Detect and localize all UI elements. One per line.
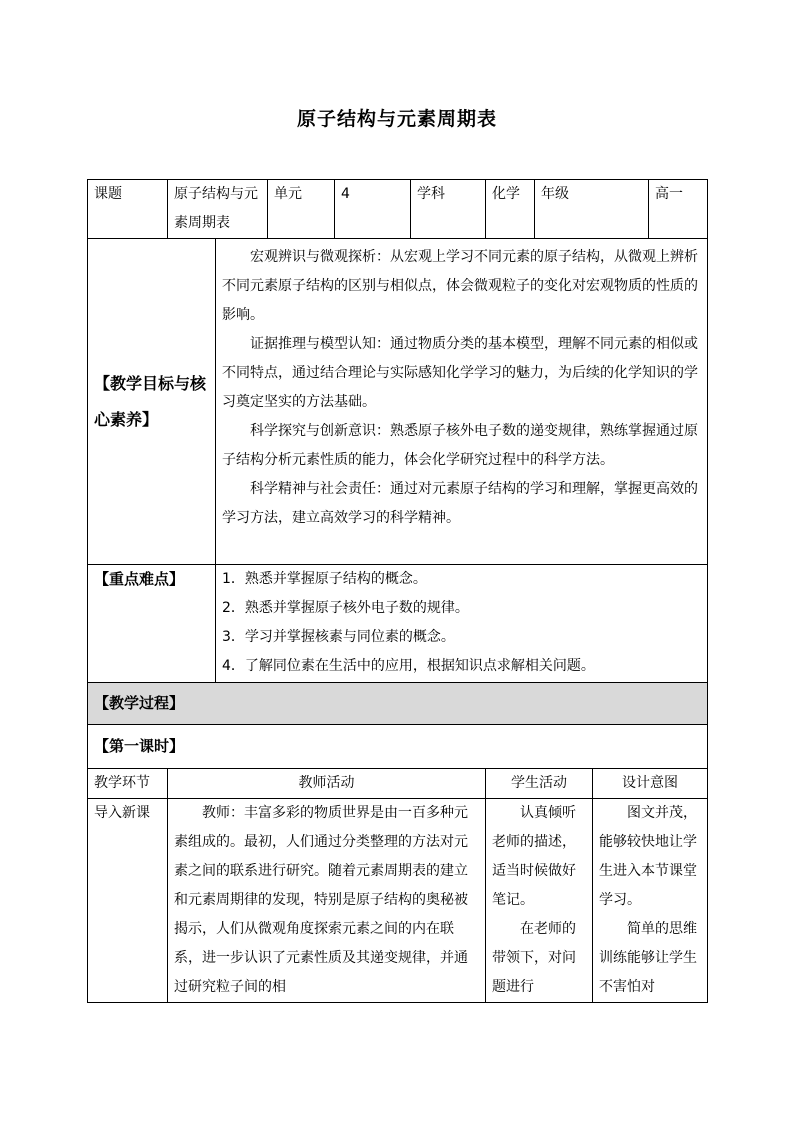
subject-label: 学科 xyxy=(411,180,486,239)
goal-paragraph: 宏观辨识与微观探析：从宏观上学习不同元素的原子结构，从微观上辨析不同元素原子结构的区别与相似点，体会微观粒子的变化对宏观物质的性质的影响。 xyxy=(222,249,698,323)
unit-label: 单元 xyxy=(268,180,335,239)
subject-value: 化学 xyxy=(486,180,535,239)
goal-paragraph: 证据推理与模型认知：通过物质分类的基本模型，理解不同元素的相似或不同特点，通过结合理论与实际感知化学学习的魅力，为后续的化学知识的学习奠定坚实的方法基础。 xyxy=(222,336,698,410)
process-heading: 【教学过程】 xyxy=(88,683,708,725)
stage-cell: 导入新课 xyxy=(88,799,168,1003)
keypoints-label: 【重点难点】 xyxy=(88,565,216,683)
topic-label: 课题 xyxy=(88,180,168,239)
keypoint-item: 3．学习并掌握核素与同位素的概念。 xyxy=(222,629,455,645)
col-design-header: 设计意图 xyxy=(593,769,708,799)
student-cell xyxy=(486,799,593,1003)
design-cell xyxy=(593,799,708,1003)
col-student-header: 学生活动 xyxy=(486,769,593,799)
lesson-plan-table xyxy=(87,179,708,1003)
keypoints-row xyxy=(88,565,708,683)
unit-value: 4 xyxy=(335,180,411,239)
goal-paragraph: 科学探究与创新意识：熟悉原子核外电子数的递变规律，熟练掌握通过原子结构分析元素性质的能力，体会化学研究过程中的科学方法。 xyxy=(222,423,698,468)
design-text: 图文并茂，能够较快地让学生进入本节课堂学习。 xyxy=(599,805,697,908)
teacher-cell xyxy=(168,799,486,1003)
header-row xyxy=(88,180,708,239)
keypoint-item: 4．了解同位素在生活中的应用，根据知识点求解相关问题。 xyxy=(222,658,595,674)
keypoint-item: 2．熟悉并掌握原子核外电子数的规律。 xyxy=(222,600,469,616)
process-row xyxy=(88,683,708,725)
lesson-heading: 【第一课时】 xyxy=(88,725,708,769)
col-teacher-header: 教师活动 xyxy=(168,769,486,799)
columns-row xyxy=(88,769,708,799)
grade-label: 年级 xyxy=(535,180,649,239)
topic-value: 原子结构与元素周期表 xyxy=(168,180,268,239)
student-text: 在老师的带领下，对问题进行 xyxy=(492,921,576,995)
teacher-text: 教师：丰富多彩的物质世界是由一百多种元素组成的。最初，人们通过分类整理的方法对元素之间的联系进行研究。随着元素周期表的建立和元素周期律的发现，特别是原子结构的奥秘被揭示，人们从微观角度探索元素之间的内在联系，进一步认识了元素性质及其递变规律，并通过研究粒子间的相 xyxy=(174,805,468,995)
goals-row xyxy=(88,239,708,565)
goals-label: 【教学目标与核心素养】 xyxy=(88,239,216,565)
keypoint-item: 1．熟悉并掌握原子结构的概念。 xyxy=(222,571,427,587)
grade-value: 高一 xyxy=(649,180,708,239)
lesson-row xyxy=(88,725,708,769)
document-title: 原子结构与元素周期表 xyxy=(296,108,497,130)
col-stage-header: 教学环节 xyxy=(88,769,168,799)
design-text: 简单的思维训练能够让学生不害怕对 xyxy=(599,921,697,995)
keypoints-content xyxy=(216,565,708,683)
goals-content xyxy=(216,239,708,565)
student-text: 认真倾听老师的描述，适当时候做好笔记。 xyxy=(492,805,576,908)
table-row xyxy=(88,799,708,1003)
goal-paragraph: 科学精神与社会责任：通过对元素原子结构的学习和理解，掌握更高效的学习方法，建立高效学习的科学精神。 xyxy=(222,481,698,526)
